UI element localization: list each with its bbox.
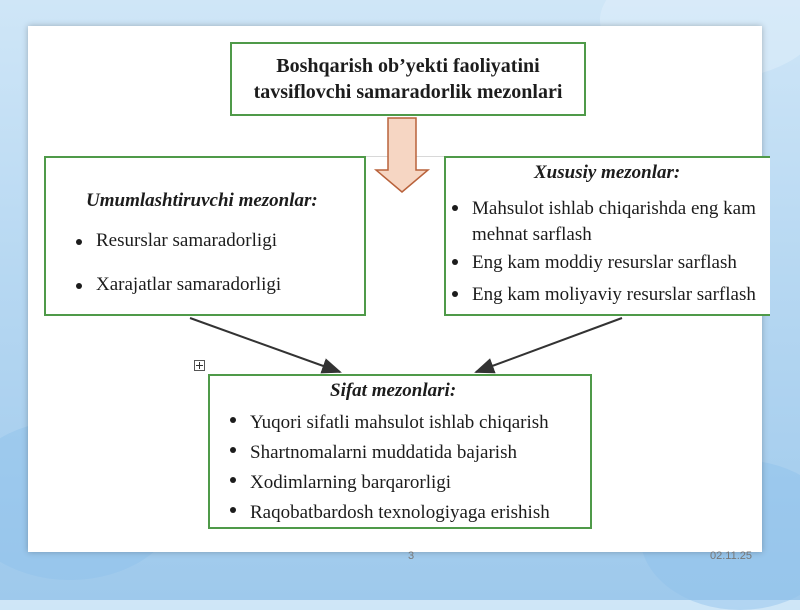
connector-overlay — [28, 26, 762, 552]
down-arrow-icon — [376, 118, 428, 192]
right-connector-arrow — [476, 318, 622, 372]
general-criteria-heading: Umumlashtiruvchi mezonlar: — [86, 190, 318, 211]
specific-criteria-heading: Xususiy mezonlar: — [534, 162, 681, 183]
list-item-text: Yuqori sifatli mahsulot ishlab chiqarish — [250, 412, 549, 433]
list-item-text: Mahsulot ishlab chiqarishda eng kam — [472, 198, 756, 219]
list-item-text: Xarajatlar samaradorligi — [96, 274, 282, 295]
list-item-text: Eng kam moliyaviy resurslar sarflash — [472, 284, 756, 305]
list-item-text: Shartnomalarni muddatida bajarish — [250, 442, 517, 463]
list-item-text: Resurslar samaradorligi — [96, 230, 277, 251]
list-item-text: Xodimlarning barqarorligi — [250, 472, 452, 493]
page-number: 3 — [408, 550, 415, 562]
list-item-text-continued: mehnat sarflash — [472, 224, 592, 245]
list-item-text: Eng kam moddiy resurslar sarflash — [472, 252, 737, 273]
slide-date: 02.11.25 — [709, 550, 752, 562]
quality-criteria-heading: Sifat mezonlari: — [330, 380, 457, 401]
list-item-text: Raqobatbardosh texnologiyaga erishish — [250, 502, 550, 523]
slide — [28, 26, 762, 562]
title-line-1: Boshqarish ob’yekti faoliyatini — [276, 55, 540, 77]
expand-plus-icon[interactable] — [194, 360, 205, 371]
title-line-2: tavsiflovchi samaradorlik mezonlari — [253, 81, 563, 103]
left-connector-arrow — [190, 318, 340, 372]
